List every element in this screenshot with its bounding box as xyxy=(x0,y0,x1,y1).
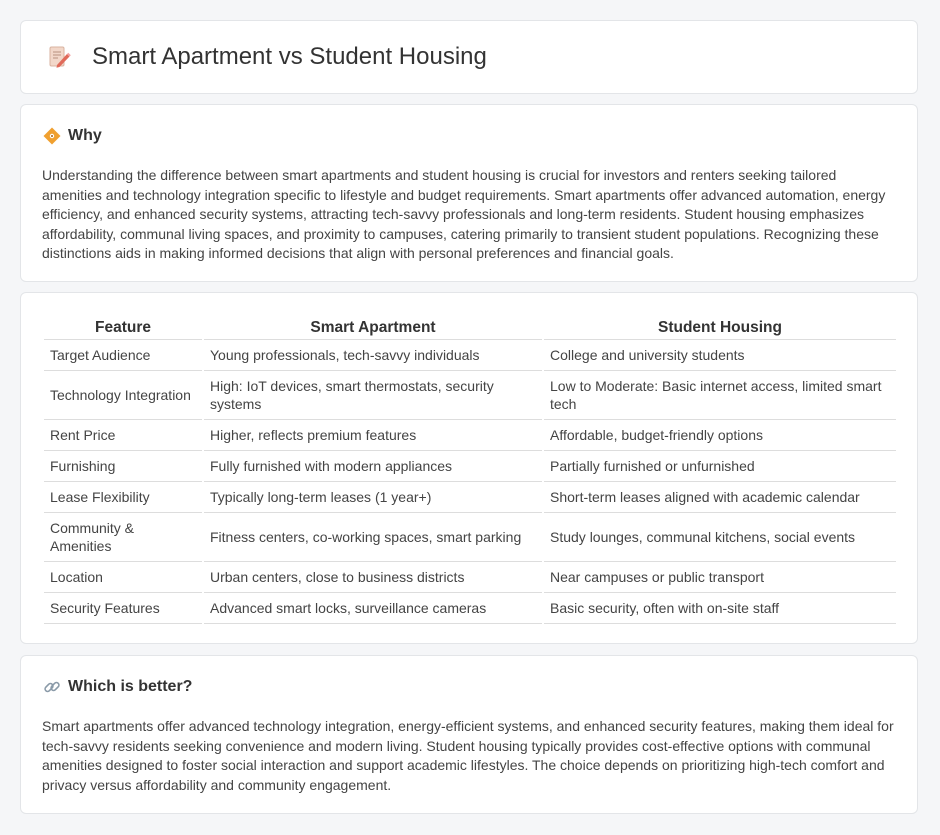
table-cell: Urban centers, close to business districts xyxy=(204,562,542,593)
why-text: Understanding the difference between smart apartments and student housing is crucial for investors and renters seeking tailored amenities and technology integration specific to lifestyle and budget requirements. Smart apartments offer advanced automation, energy efficiency, and enhanced security systems, attracting tech-savvy professionals and long-term residents. Student housing emphasizes affordability, communal living spaces, and proximity to campuses, catering primarily to transient student populations. Recognizing these distinctions aids in making informed decisions that align with personal preferences and financial goals. xyxy=(42,167,886,262)
better-text: Smart apartments offer advanced technology integration, energy-efficient systems, and enhanced security features, making them ideal for tech-savvy residents seeking convenience and modern living. Student housing typically provides cost-effective options with communal amenities designed to foster social interaction and support academic lifestyles. The choice depends on prioritizing high-tech comfort and privacy versus affordability and community engagement. xyxy=(42,718,894,793)
table-row xyxy=(44,593,896,624)
better-heading: Which is better? xyxy=(68,678,193,695)
page-title: Smart Apartment vs Student Housing xyxy=(92,43,487,70)
table-cell: Lease Flexibility xyxy=(44,482,202,513)
table-cell: Higher, reflects premium features xyxy=(204,420,542,451)
table-cell: High: IoT devices, smart thermostats, security systems xyxy=(204,371,542,420)
table-cell: Young professionals, tech-savvy individuals xyxy=(204,340,542,371)
table-cell: Technology Integration xyxy=(44,371,202,420)
table-row xyxy=(44,451,896,482)
table-cell: Near campuses or public transport xyxy=(544,562,896,593)
memo-icon xyxy=(47,45,71,69)
comparison-table-card xyxy=(20,292,918,644)
table-cell: Rent Price xyxy=(44,420,202,451)
table-cell: Target Audience xyxy=(44,340,202,371)
table-cell: Partially furnished or unfurnished xyxy=(544,451,896,482)
table-cell: Affordable, budget-friendly options xyxy=(544,420,896,451)
table-cell: Fully furnished with modern appliances xyxy=(204,451,542,482)
table-cell: Advanced smart locks, surveillance cameras xyxy=(204,593,542,624)
title-card xyxy=(20,20,918,94)
table-cell: Typically long-term leases (1 year+) xyxy=(204,482,542,513)
table-cell: Security Features xyxy=(44,593,202,624)
header-smart-apartment: Smart Apartment xyxy=(204,317,542,340)
table-cell: Study lounges, communal kitchens, social events xyxy=(544,513,896,562)
table-header-row xyxy=(44,317,896,340)
diamond-icon xyxy=(43,127,61,145)
header-student-housing: Student Housing xyxy=(544,317,896,340)
table-cell: Low to Moderate: Basic internet access, limited smart tech xyxy=(544,371,896,420)
link-icon xyxy=(43,678,61,696)
why-section xyxy=(20,104,918,282)
table-row xyxy=(44,482,896,513)
table-cell: Fitness centers, co-working spaces, smart parking xyxy=(204,513,542,562)
table-cell: College and university students xyxy=(544,340,896,371)
table-row xyxy=(44,340,896,371)
table-cell: Furnishing xyxy=(44,451,202,482)
table-cell: Community & Amenities xyxy=(44,513,202,562)
header-feature: Feature xyxy=(44,317,202,340)
table-cell: Location xyxy=(44,562,202,593)
table-row xyxy=(44,562,896,593)
table-cell: Short-term leases aligned with academic calendar xyxy=(544,482,896,513)
which-is-better-section xyxy=(20,655,918,814)
table-cell: Basic security, often with on-site staff xyxy=(544,593,896,624)
table-row xyxy=(44,420,896,451)
table-row xyxy=(44,371,896,420)
table-row xyxy=(44,513,896,562)
comparison-table xyxy=(42,317,898,624)
why-heading: Why xyxy=(68,127,102,144)
